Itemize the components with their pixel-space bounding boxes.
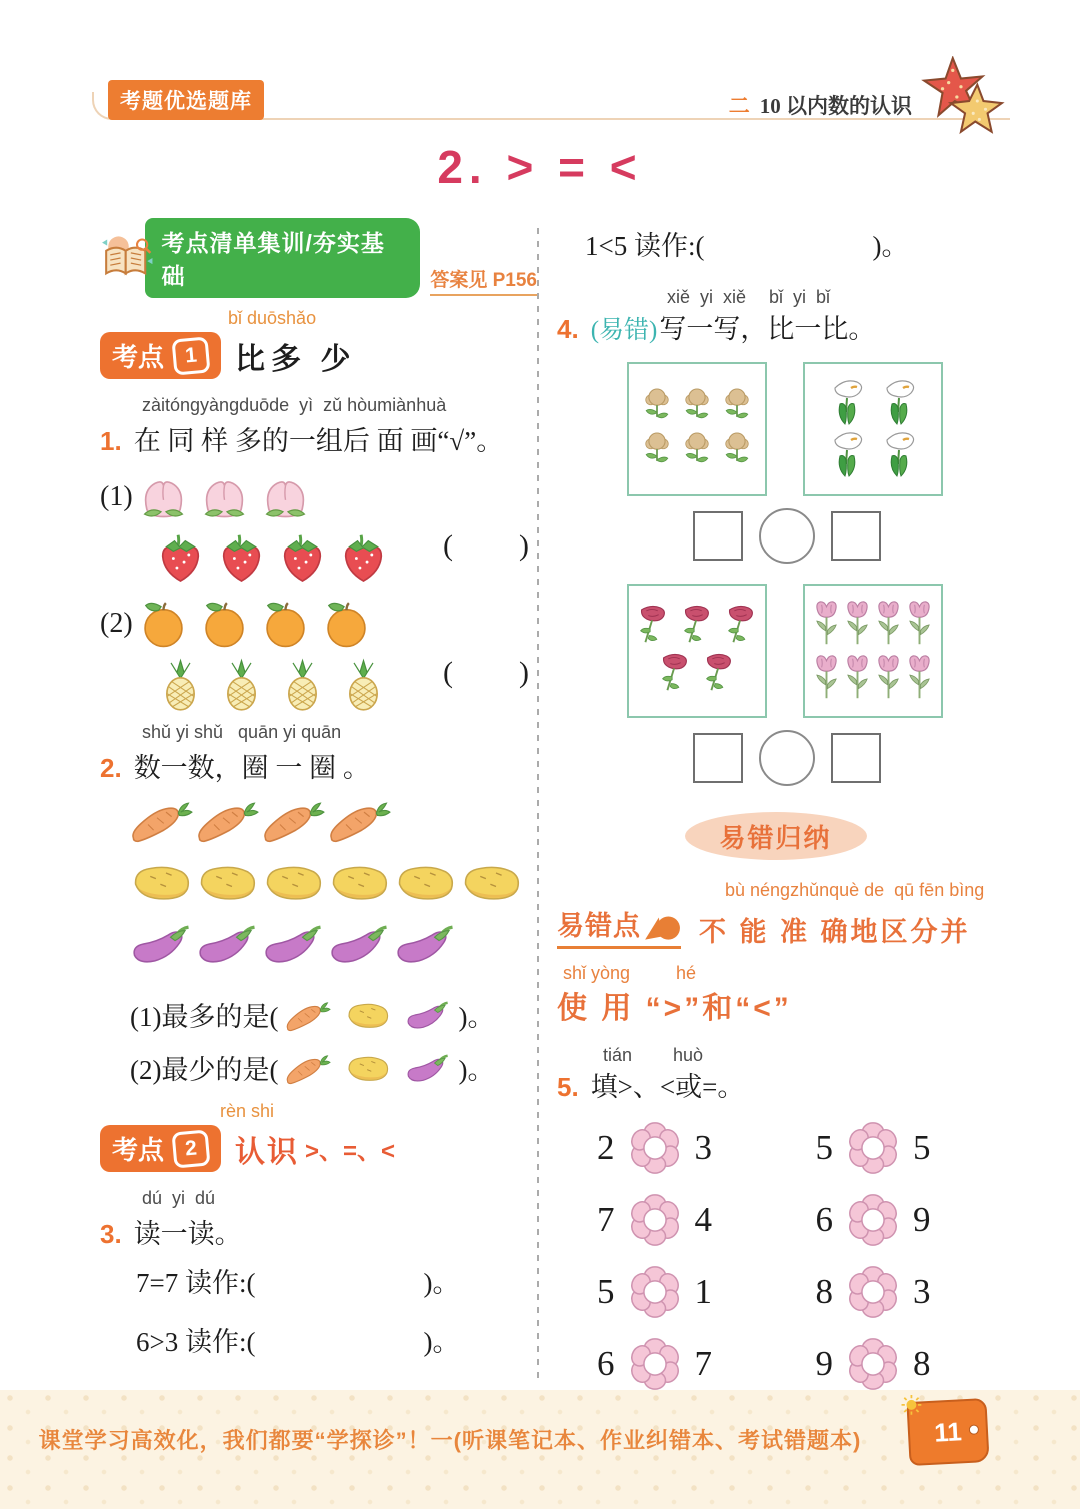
- tulip-icon: [875, 652, 902, 704]
- flower-box-row: [631, 603, 763, 651]
- kaodian2-pinyin: rèn shi: [220, 1101, 275, 1121]
- rose-icon: [700, 652, 738, 698]
- tulip-icon: [844, 598, 871, 650]
- q4-error-tag: (易错): [590, 317, 658, 344]
- compare-row: [557, 1336, 994, 1392]
- potato-icon: [394, 857, 457, 907]
- kaodian2-title: 认识: [235, 1135, 300, 1169]
- kaodian-number: 2: [172, 1129, 211, 1168]
- flower-box-row: [637, 385, 757, 429]
- chrysanthemum-icon: [679, 430, 715, 472]
- compare-left-number: 9: [815, 1344, 833, 1383]
- q3-text: 读一读。: [133, 1219, 242, 1249]
- eggplant-icon[interactable]: [405, 997, 451, 1033]
- starfish-icon: [918, 56, 1008, 142]
- compare-right-number: 3: [694, 1128, 712, 1167]
- rose-icon: [678, 604, 716, 650]
- orange-icon: [257, 596, 314, 653]
- q1-number: 1.: [100, 426, 122, 456]
- compare-cell: [585, 1120, 776, 1176]
- tag-hook: [969, 1424, 980, 1435]
- pineapple-row: [152, 657, 396, 714]
- q1-answer-blank-1[interactable]: ( ): [443, 529, 531, 563]
- potato-icon: [328, 857, 391, 907]
- compare-right-number: 5: [913, 1128, 931, 1167]
- carrot-icon: [262, 795, 325, 845]
- answer-flower-icon[interactable]: [845, 1264, 901, 1320]
- q2-sub-1: [130, 995, 537, 1034]
- potato-icon: [262, 857, 325, 907]
- chrysanthemum-icon: [719, 430, 755, 472]
- error-pinyin-1: bù néngzhǔnquè de qū fēn bìng: [725, 880, 985, 900]
- potato-icon: [130, 857, 193, 907]
- compare-cell: [804, 1120, 995, 1176]
- kaodian1-heading: [100, 332, 537, 379]
- potato-icon[interactable]: [345, 1050, 391, 1086]
- rose-icon: [634, 604, 672, 650]
- q2-sub-2-choices[interactable]: [278, 1050, 458, 1086]
- chrysanthemum-icon: [639, 430, 675, 472]
- pineapple-icon: [152, 657, 209, 714]
- kaodian1-title: 比多 少: [235, 342, 357, 376]
- section-badge: 考点清单集训/夯实基础: [145, 218, 420, 298]
- tulip-icon: [813, 652, 840, 704]
- peach-icon: [196, 469, 253, 526]
- error-point-row: [557, 904, 994, 949]
- group2-label: (2): [100, 608, 133, 639]
- calla-icon: [879, 378, 919, 428]
- potato-row: [130, 857, 526, 907]
- flower-box-row: [653, 651, 741, 699]
- q1-text: 在 同 样 多的一组后 面 画“√”。: [133, 426, 504, 456]
- footer-slogan: 课堂学习高效化，我们都要“学探诊”！一(听课笔记本、作业纠错本、考试错题本): [38, 1428, 862, 1453]
- eggplant-icon[interactable]: [405, 1050, 451, 1086]
- q2-sub-1-prefix: (1)最多的是(: [130, 1002, 279, 1032]
- sun-icon: [900, 1392, 922, 1414]
- flower-box-row: [811, 651, 935, 705]
- q2-pinyin: shǔ yi shǔ quān yi quān: [142, 722, 342, 742]
- q4-number: 4.: [557, 314, 579, 344]
- chapter-heading: [729, 90, 912, 120]
- answer-square[interactable]: [693, 511, 743, 561]
- rose-icon: [722, 604, 760, 650]
- carrot-row: [130, 795, 394, 845]
- tulip-icon: [906, 652, 933, 704]
- orange-icon: [135, 596, 192, 653]
- q4-answer-row-1: [617, 508, 957, 564]
- q4-text: 写一写，比一比。: [659, 314, 876, 344]
- q3-item-1: [136, 1261, 537, 1300]
- orange-row: [135, 596, 379, 653]
- q1-group-2: [100, 595, 537, 714]
- q2-sub-2-suffix: )。: [458, 1055, 495, 1085]
- q3-item-2-prefix: 6>3 读作:(: [136, 1327, 256, 1357]
- footer: [0, 1390, 1080, 1509]
- compare-right-number: 4: [694, 1200, 712, 1239]
- q1-answer-blank-2[interactable]: ( ): [443, 656, 531, 690]
- q4-pair-2: [627, 584, 994, 718]
- q3-item-3: [585, 224, 994, 263]
- flower-box-row: [821, 377, 925, 429]
- kaodian2-symbols: >、=、<: [305, 1138, 396, 1165]
- calla-icon: [879, 430, 919, 480]
- compare-left-number: 7: [597, 1200, 615, 1239]
- compare-row: [557, 1120, 994, 1176]
- compare-cell: [804, 1336, 995, 1392]
- answer-flower-icon[interactable]: [845, 1336, 901, 1392]
- tulip-icon: [813, 598, 840, 650]
- kaodian-label: 考点: [112, 1135, 165, 1165]
- error-point-label: [557, 904, 681, 949]
- compare-right-number: 9: [913, 1200, 931, 1239]
- kaodian2-badge: [100, 1125, 221, 1172]
- peach-icon: [257, 469, 314, 526]
- q2-sub-2-prefix: (2)最少的是(: [130, 1055, 279, 1085]
- q1-group-1: [100, 468, 537, 587]
- answer-flower-icon[interactable]: [845, 1192, 901, 1248]
- compare-row: [557, 1264, 994, 1320]
- compare-right-number: 7: [694, 1344, 712, 1383]
- compare-cell: [585, 1192, 776, 1248]
- answer-flower-icon[interactable]: [845, 1120, 901, 1176]
- q3-pinyin: dú yi dú: [142, 1188, 216, 1208]
- calla-icon: [827, 430, 867, 480]
- q2-sub-1-suffix: )。: [458, 1002, 495, 1032]
- eggplant-icon: [196, 919, 259, 969]
- q5-text-line: [557, 1065, 994, 1104]
- potato-icon: [196, 857, 259, 907]
- flower-box-row: [637, 429, 757, 473]
- q1-pinyin: zàitóngyàngduōde yì zǔ hòumiànhuà: [142, 395, 447, 415]
- q1-text-line: [100, 419, 537, 458]
- kaodian2-heading: [100, 1125, 537, 1172]
- q2-sub-2: [130, 1048, 537, 1087]
- error-pinyin-2: shǐ yòng hé: [563, 963, 697, 983]
- answer-flower-icon[interactable]: [627, 1264, 683, 1320]
- calla-lily-box: [803, 362, 943, 496]
- tulip-icon: [844, 652, 871, 704]
- answer-circle[interactable]: [759, 508, 815, 564]
- header-left-badge: 考题优选题库: [108, 80, 264, 120]
- kaodian-number: 1: [172, 336, 211, 375]
- compare-left-number: 8: [815, 1272, 833, 1311]
- compare-left-number: 6: [815, 1200, 833, 1239]
- error-summary-badge: 易错归纳: [685, 812, 867, 860]
- q3-item-1-suffix: )。: [423, 1268, 460, 1298]
- group1-label: (1): [100, 481, 133, 512]
- rose-icon: [656, 652, 694, 698]
- compare-left-number: 5: [597, 1272, 615, 1311]
- compare-left-number: 6: [597, 1344, 615, 1383]
- answer-flower-icon[interactable]: [627, 1120, 683, 1176]
- pineapple-icon: [213, 657, 270, 714]
- compare-cell: [585, 1264, 776, 1320]
- kaodian1-pinyin: bǐ duōshǎo: [228, 308, 317, 328]
- column-divider: [537, 228, 539, 1380]
- tulip-icon: [875, 598, 902, 650]
- answer-reference: 答案见 P156: [430, 265, 537, 296]
- orange-icon: [318, 596, 375, 653]
- chrysanthemum-icon: [719, 386, 755, 428]
- q3-item-2-suffix: )。: [423, 1327, 460, 1357]
- q3-item-1-prefix: 7=7 读作:(: [136, 1268, 256, 1298]
- compare-row: [557, 1192, 994, 1248]
- compare-right-number: 3: [913, 1272, 931, 1311]
- calla-icon: [827, 378, 867, 428]
- q2-text: 数一数，圈 一 圈 。: [133, 753, 370, 783]
- chrysanthemum-icon: [679, 386, 715, 428]
- q3-text-line: [100, 1212, 537, 1251]
- right-column: [557, 218, 994, 1408]
- compare-right-number: 8: [913, 1344, 931, 1383]
- kaodian-label: 考点: [112, 342, 165, 372]
- book-magnifier-icon: [100, 234, 153, 282]
- eggplant-icon: [130, 919, 193, 969]
- peach-icon: [135, 469, 192, 526]
- pineapple-icon: [335, 657, 392, 714]
- q3-item-3-prefix: 1<5 读作:(: [585, 231, 705, 261]
- compare-left-number: 2: [597, 1128, 615, 1167]
- compare-left-number: 5: [815, 1128, 833, 1167]
- eggplant-icon: [328, 919, 391, 969]
- q5-pinyin: tián huò: [603, 1045, 704, 1065]
- answer-square[interactable]: [693, 733, 743, 783]
- flower-box-row: [811, 597, 935, 651]
- left-column: [100, 218, 537, 1379]
- eggplant-icon: [262, 919, 325, 969]
- potato-icon: [460, 857, 523, 907]
- tulip-box: [803, 584, 943, 718]
- carrot-icon[interactable]: [285, 997, 331, 1033]
- answer-square[interactable]: [831, 733, 881, 783]
- q3-item-2: [136, 1320, 537, 1359]
- q5-number: 5.: [557, 1072, 579, 1102]
- q3-item-3-suffix: )。: [872, 231, 909, 261]
- rose-box: [627, 584, 767, 718]
- q5-compare-grid: [557, 1120, 994, 1392]
- answer-flower-icon[interactable]: [627, 1336, 683, 1392]
- answer-flower-icon[interactable]: [627, 1192, 683, 1248]
- answer-circle[interactable]: [759, 730, 815, 786]
- section-header: [100, 218, 537, 298]
- error-text-2: 使 用 “>”和“<”: [557, 992, 792, 1025]
- answer-square[interactable]: [831, 511, 881, 561]
- strawberry-icon: [152, 530, 209, 587]
- eggplant-row: [130, 919, 460, 969]
- page-title: 2. > = <: [437, 141, 643, 193]
- chrysanthemum-box: [627, 362, 767, 496]
- chapter-title: 10 以内数的认识: [759, 94, 912, 118]
- error-point-text: 易错点: [557, 911, 641, 941]
- q4-text-line: [557, 307, 994, 346]
- flower-box-row: [821, 429, 925, 481]
- peach-row: [135, 469, 318, 526]
- q4-pinyin: xiě yi xiě bǐ yi bǐ: [667, 287, 831, 307]
- error-text-1: 不 能 准 确地区分并: [699, 917, 971, 947]
- strawberry-icon: [274, 530, 331, 587]
- page-number: 11: [933, 1415, 963, 1448]
- eggplant-icon: [394, 919, 457, 969]
- compare-right-number: 1: [694, 1272, 712, 1311]
- page-number-tag: [906, 1398, 989, 1466]
- compare-cell: [804, 1192, 995, 1248]
- compare-cell: [804, 1264, 995, 1320]
- q2-text-line: [100, 746, 537, 785]
- q2-sub-1-choices[interactable]: [278, 997, 458, 1033]
- compare-cell: [585, 1336, 776, 1392]
- pencil-drop-icon: [643, 911, 681, 943]
- potato-icon[interactable]: [345, 997, 391, 1033]
- carrot-icon: [196, 795, 259, 845]
- q2-number: 2.: [100, 753, 122, 783]
- q4-pair-1: [627, 362, 994, 496]
- chrysanthemum-icon: [639, 386, 675, 428]
- tulip-icon: [906, 598, 933, 650]
- chapter-number: 二: [728, 95, 750, 118]
- carrot-icon[interactable]: [285, 1050, 331, 1086]
- q3-number: 3.: [100, 1219, 122, 1249]
- strawberry-icon: [335, 530, 392, 587]
- q5-text: 填>、<或=。: [590, 1072, 745, 1102]
- strawberry-row: [152, 530, 396, 587]
- carrot-icon: [328, 795, 391, 845]
- carrot-icon: [130, 795, 193, 845]
- q4-answer-row-2: [617, 730, 957, 786]
- strawberry-icon: [213, 530, 270, 587]
- pineapple-icon: [274, 657, 331, 714]
- orange-icon: [196, 596, 253, 653]
- kaodian1-badge: [100, 332, 221, 379]
